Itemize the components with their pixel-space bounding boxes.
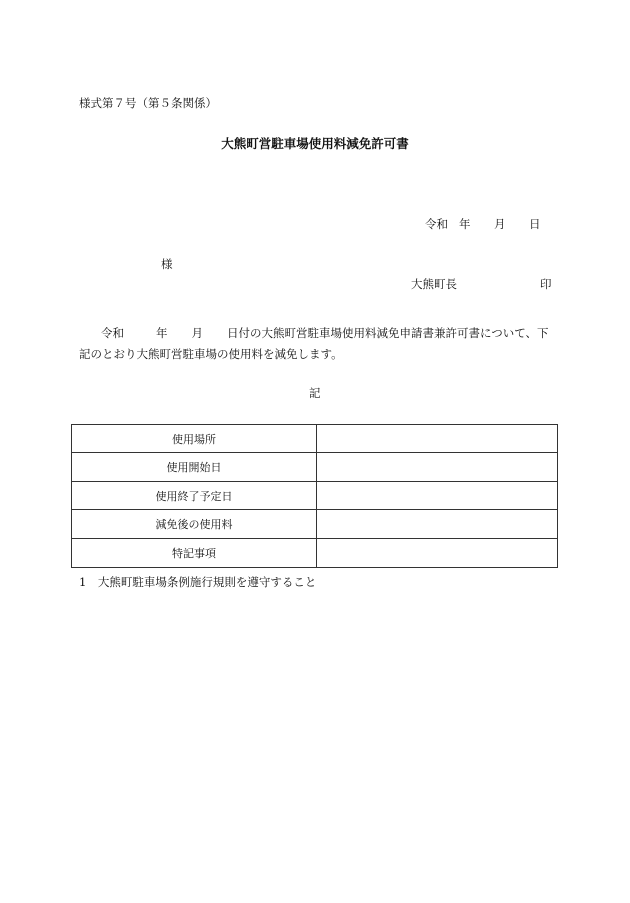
details-table [71,424,558,568]
date-era: 令和 [425,217,448,231]
table-row [72,539,558,568]
form-number: 様式第７号（第５条関係） [79,96,217,110]
table-row [72,510,558,539]
table-row [72,453,558,482]
note-item: 1 大熊町駐車場条例施行規則を遵守すること [79,575,317,589]
row-label: 特記事項 [72,539,317,568]
date-month-unit: 月 [494,217,506,231]
date-year-unit: 年 [459,217,471,231]
body-year-unit: 年 [156,326,168,340]
table-row [72,425,558,453]
seal-mark: 印 [540,277,552,291]
row-value [317,539,558,568]
ki-heading: 記 [309,386,321,400]
date-day-unit: 日 [529,217,541,231]
body-era: 令和 [101,326,124,340]
issuer-name: 大熊町長 [411,277,457,291]
row-label: 使用終了予定日 [72,482,317,510]
row-label: 減免後の使用料 [72,510,317,539]
table-row [72,482,558,510]
body-paragraph [79,323,553,365]
body-text: 日付の大熊町営駐車場使用料減免申請書兼許可書について、下記のとおり大熊町営駐車場の使用料を減免します。 [79,326,549,361]
row-label: 使用場所 [72,425,317,453]
addressee-honorific: 様 [161,257,173,271]
row-label: 使用開始日 [72,453,317,482]
row-value [317,510,558,539]
row-value [317,453,558,482]
document-title: 大熊町営駐車場使用料減免許可書 [221,136,409,151]
row-value [317,482,558,510]
body-month-unit: 月 [191,326,203,340]
row-value [317,425,558,453]
